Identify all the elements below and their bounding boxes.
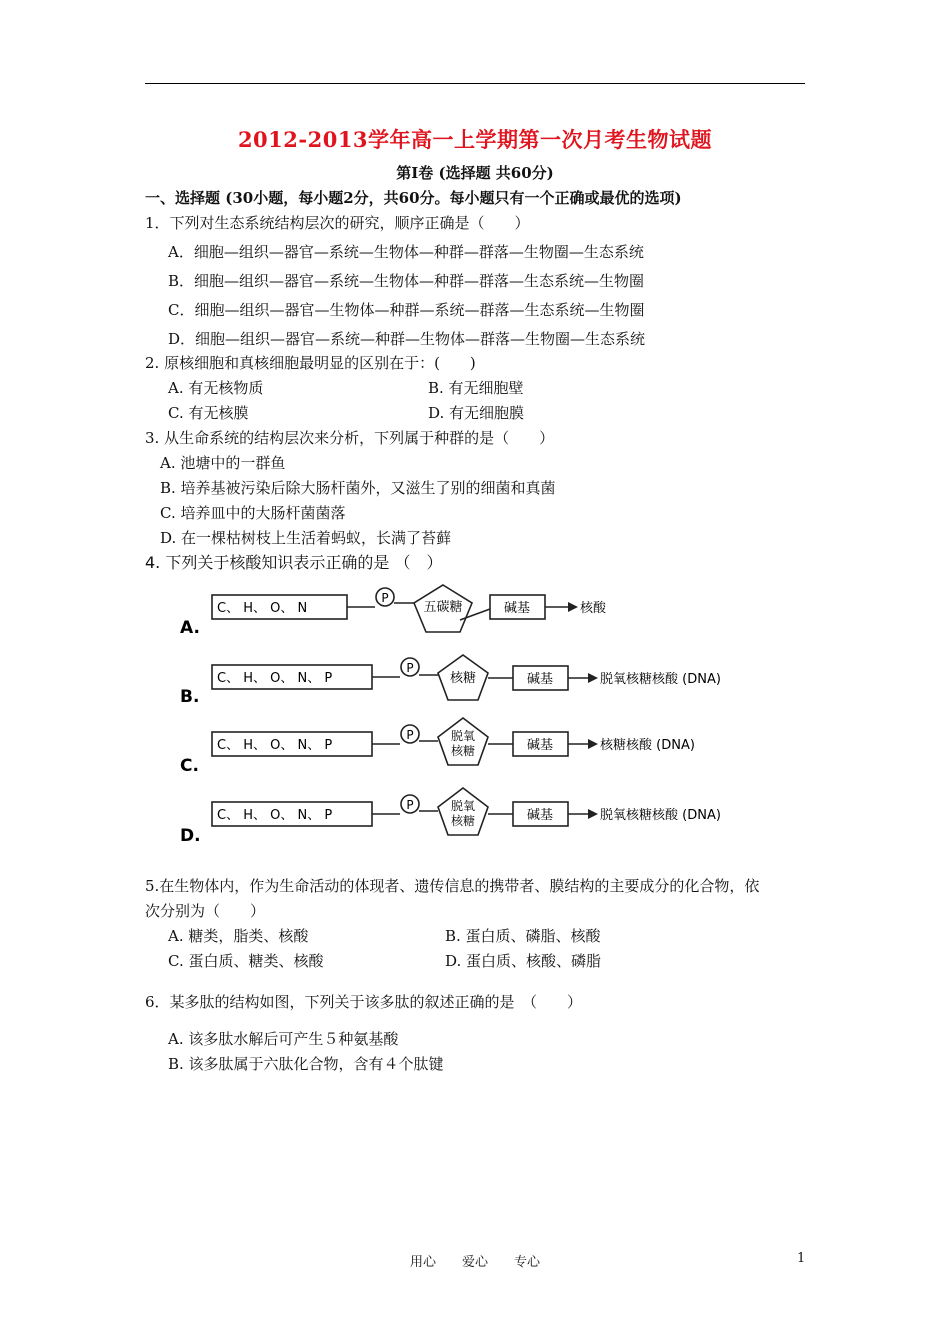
diagram-row-a	[180, 585, 607, 638]
row-c-sugar-line1: 脱氧	[450, 729, 476, 743]
q6-option-a: A. 该多肽水解后可产生５种氨基酸	[168, 1030, 399, 1048]
q5-option-b: B. 蛋白质、磷脂、核酸	[445, 927, 601, 945]
q3-option-a: A. 池塘中的一群鱼	[160, 454, 286, 472]
row-a-base: 碱基	[503, 601, 531, 616]
row-d-elements: C、 H、 O、 N、 P	[217, 808, 333, 823]
row-b-product: 脱氧核糖核酸 (DNA)	[600, 672, 721, 687]
q3-option-c: C. 培养皿中的大肠杆菌菌落	[160, 504, 346, 522]
q1-stem: 1．下列对生态系统结构层次的研究，顺序正确是（ ）	[145, 214, 530, 232]
row-a-phosphate: P	[381, 591, 389, 605]
q3-option-d: D. 在一棵枯树枝上生活着蚂蚁，长满了苔藓	[160, 529, 452, 547]
q5-stem-line2: 次分别为（ ）	[145, 902, 266, 920]
nucleic-acid-diagram	[170, 575, 810, 855]
row-b-label: B.	[180, 687, 200, 707]
row-b-phosphate: P	[406, 661, 414, 675]
q2-option-d: D. 有无细胞膜	[428, 404, 525, 422]
q2-option-a: A. 有无核物质	[168, 379, 264, 397]
q1-option-b: B．细胞—组织—器官—系统—生物体—种群—群落—生态系统—生物圈	[168, 272, 645, 290]
q5-option-d: D. 蛋白质、核酸、磷脂	[445, 952, 602, 970]
q5-option-c: C. 蛋白质、糖类、核酸	[168, 952, 324, 970]
row-a-label: A.	[180, 618, 200, 638]
part-heading: 第Ⅰ卷 (选择题 共60分)	[396, 164, 554, 182]
page-number: 1	[797, 1251, 806, 1266]
q6-stem: 6．某多肽的结构如图，下列关于该多肽的叙述正确的是 （ ）	[145, 993, 583, 1011]
q5-option-a: A. 糖类，脂类、核酸	[168, 927, 309, 945]
diagram-row-b	[180, 655, 721, 707]
row-c-phosphate: P	[406, 728, 414, 742]
section-heading: 一、选择题 (30小题，每小题2分，共60分。每小题只有一个正确或最优的选项)	[145, 189, 682, 207]
q2-stem: 2. 原核细胞和真核细胞最明显的区别在于：( )	[145, 354, 476, 372]
exam-title: 2012-2013学年高一上学期第一次月考生物试题	[237, 127, 713, 152]
row-d-base: 碱基	[526, 808, 554, 823]
q2-option-b: B. 有无细胞壁	[428, 379, 524, 397]
q6-option-b: B. 该多肽属于六肽化合物，含有４个肽键	[168, 1055, 444, 1073]
row-d-product: 脱氧核糖核酸 (DNA)	[600, 808, 721, 823]
q3-option-b: B. 培养基被污染后除大肠杆菌外，又滋生了别的细菌和真菌	[160, 479, 556, 497]
header-rule	[145, 83, 805, 84]
row-c-base: 碱基	[526, 738, 554, 753]
row-d-sugar-line2: 核糖	[450, 814, 476, 828]
footer-motto: 用心 爱心 专心	[409, 1255, 540, 1270]
row-b-sugar: 核糖	[449, 671, 477, 686]
row-a-product: 核酸	[580, 601, 607, 616]
q2-option-c: C. 有无核膜	[168, 404, 249, 422]
row-b-elements: C、 H、 O、 N、 P	[217, 671, 333, 686]
q1-option-d: D．细胞—组织—器官—系统—种群—生物体—群落—生物圈—生态系统	[168, 330, 646, 348]
row-b-base: 碱基	[526, 672, 554, 687]
q4-stem: 4. 下列关于核酸知识表示正确的是 （ ）	[145, 553, 443, 572]
q1-option-a: A．细胞—组织—器官—系统—生物体—种群—群落—生物圈—生态系统	[168, 243, 644, 261]
q1-option-c: C．细胞—组织—器官—生物体—种群—系统—群落—生态系统—生物圈	[168, 301, 645, 319]
row-c-sugar-line2: 核糖	[450, 744, 476, 758]
row-a-sugar: 五碳糖	[423, 600, 463, 615]
q5-stem-line1: 5.在生物体内，作为生命活动的体现者、遗传信息的携带者、膜结构的主要成分的化合物，依	[145, 877, 760, 895]
row-d-phosphate: P	[406, 798, 414, 812]
diagram-row-d	[180, 788, 721, 846]
row-a-elements: C、 H、 O、 N	[217, 601, 308, 616]
row-d-sugar-line1: 脱氧	[450, 799, 476, 813]
row-c-elements: C、 H、 O、 N、 P	[217, 738, 333, 753]
diagram-row-c	[180, 718, 695, 776]
row-c-label: C.	[180, 756, 199, 776]
row-c-product: 核糖核酸 (DNA)	[600, 738, 695, 753]
q3-stem: 3. 从生命系统的结构层次来分析，下列属于种群的是（ ）	[145, 429, 555, 447]
row-d-label: D.	[180, 826, 201, 846]
